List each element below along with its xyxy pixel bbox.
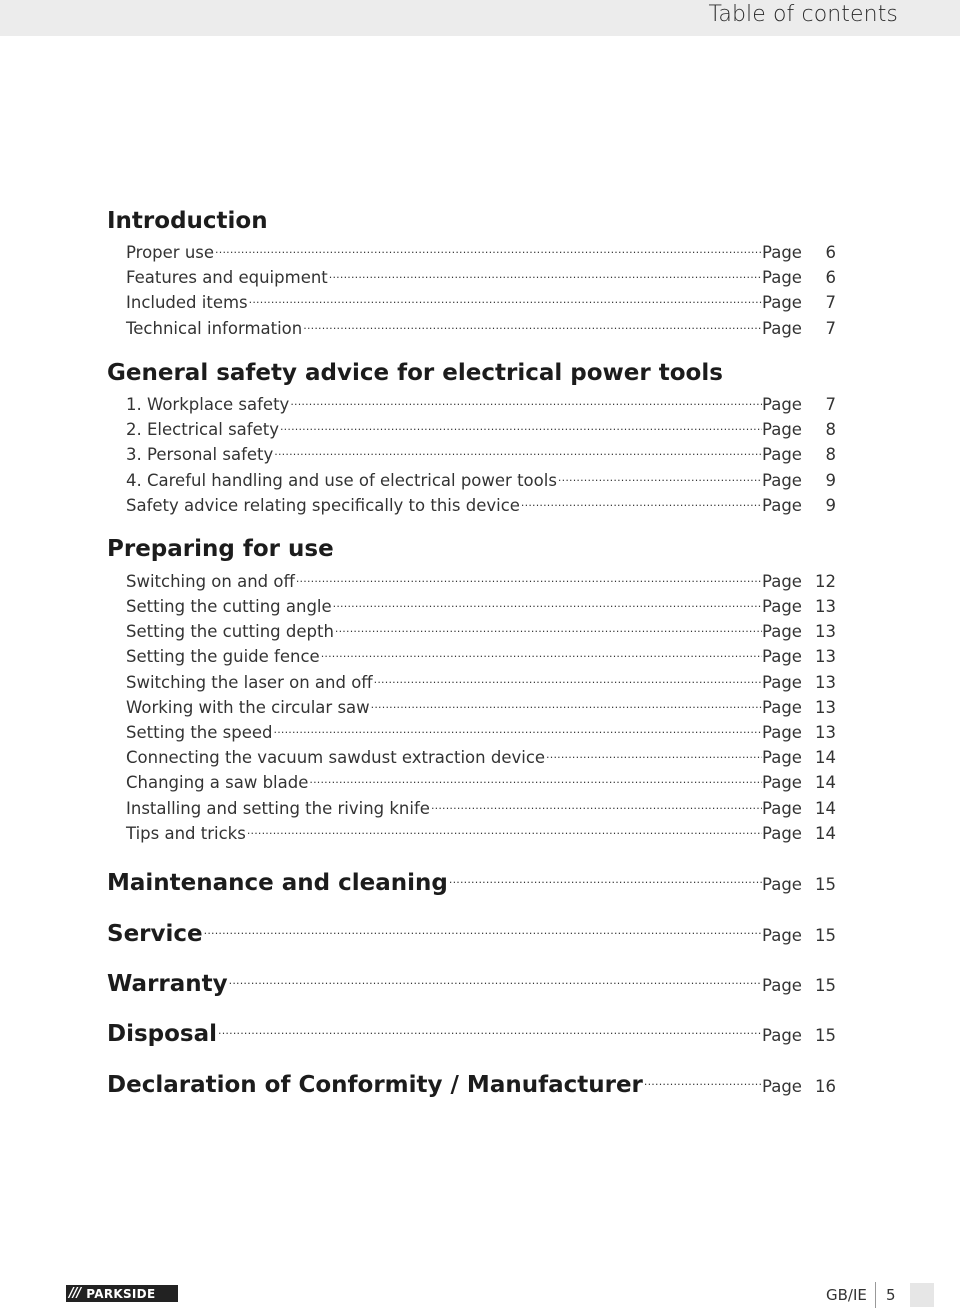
dot-leader bbox=[228, 963, 762, 991]
dot-leader bbox=[370, 691, 762, 713]
toc-page-word: Page bbox=[762, 445, 802, 464]
dot-leader bbox=[557, 464, 762, 486]
section-heading-introduction: Introduction bbox=[107, 208, 268, 234]
toc-page-word: Page bbox=[762, 748, 802, 767]
dot-leader bbox=[214, 236, 762, 258]
toc-page-word: Page bbox=[762, 673, 802, 692]
dot-leader bbox=[203, 913, 762, 941]
toc-page-word: Page bbox=[762, 976, 802, 995]
toc-page-number: 16 bbox=[815, 1077, 836, 1096]
toc-page-number: 14 bbox=[815, 748, 836, 767]
toc-page-word: Page bbox=[762, 1026, 802, 1045]
toc-entry-label: Switching the laser on and off bbox=[126, 673, 373, 692]
toc-entry[interactable] bbox=[126, 388, 836, 414]
dot-leader bbox=[334, 615, 762, 637]
toc-page-number: 15 bbox=[815, 875, 836, 894]
toc-entry[interactable] bbox=[126, 691, 836, 717]
toc-page-number: 13 bbox=[815, 698, 836, 717]
footer-page-number: 5 bbox=[886, 1286, 896, 1304]
toc-page-number: 13 bbox=[815, 647, 836, 666]
toc-section-service[interactable] bbox=[107, 913, 836, 947]
toc-page-number: 13 bbox=[815, 673, 836, 692]
toc-page-number: 14 bbox=[815, 773, 836, 792]
dot-leader bbox=[302, 312, 762, 334]
toc-entry-label: Tips and tricks bbox=[126, 824, 246, 843]
toc-entry[interactable] bbox=[126, 666, 836, 692]
toc-page-word: Page bbox=[762, 698, 802, 717]
toc-entry-label: Working with the circular saw bbox=[126, 698, 370, 717]
dot-leader bbox=[448, 862, 762, 890]
toc-entry-label: 2. Electrical safety bbox=[126, 420, 279, 439]
toc-entry-label: Changing a saw blade bbox=[126, 773, 309, 792]
toc-entry[interactable] bbox=[126, 817, 836, 843]
dot-leader bbox=[289, 388, 762, 410]
toc-page-word: Page bbox=[762, 773, 802, 792]
toc-page-number: 6 bbox=[825, 243, 836, 262]
dot-leader bbox=[545, 741, 762, 763]
toc-entry-label: Setting the speed bbox=[126, 723, 273, 742]
section-heading-safety: General safety advice for electrical power tools bbox=[107, 360, 723, 386]
toc-page-word: Page bbox=[762, 647, 802, 666]
toc-entry[interactable] bbox=[126, 565, 836, 591]
toc-page-number: 14 bbox=[815, 799, 836, 818]
toc-page-word: Page bbox=[762, 293, 802, 312]
toc-page-word: Page bbox=[762, 875, 802, 894]
parkside-logo bbox=[66, 1285, 178, 1302]
footer-divider bbox=[875, 1282, 876, 1308]
toc-section-label: Maintenance and cleaning bbox=[107, 870, 448, 896]
toc-entry[interactable] bbox=[126, 438, 836, 464]
toc-entry-label: Setting the guide fence bbox=[126, 647, 320, 666]
toc-page-word: Page bbox=[762, 471, 802, 490]
dot-leader bbox=[520, 489, 762, 511]
toc-page-word: Page bbox=[762, 1077, 802, 1096]
dot-leader bbox=[246, 817, 762, 839]
toc-page-word: Page bbox=[762, 243, 802, 262]
toc-entry[interactable] bbox=[126, 792, 836, 818]
toc-entry-label: Setting the cutting angle bbox=[126, 597, 332, 616]
toc-entry[interactable] bbox=[126, 640, 836, 666]
toc-entry-label: Proper use bbox=[126, 243, 215, 262]
toc-entry[interactable] bbox=[126, 489, 836, 515]
toc-section-declaration[interactable] bbox=[107, 1064, 836, 1098]
toc-entry-label: 3. Personal safety bbox=[126, 445, 274, 464]
toc-page-number: 7 bbox=[825, 319, 836, 338]
dot-leader bbox=[320, 640, 762, 662]
toc-section-label: Disposal bbox=[107, 1021, 218, 1047]
toc-page-word: Page bbox=[762, 420, 802, 439]
toc-page-number: 13 bbox=[815, 723, 836, 742]
toc-page-word: Page bbox=[762, 319, 802, 338]
dot-leader bbox=[643, 1064, 762, 1092]
toc-page-word: Page bbox=[762, 395, 802, 414]
toc-section-label: Declaration of Conformity / Manufacturer bbox=[107, 1072, 643, 1098]
toc-section-label: Warranty bbox=[107, 971, 228, 997]
toc-section-warranty[interactable] bbox=[107, 963, 836, 997]
toc-entry-label: Switching on and off bbox=[126, 572, 295, 591]
toc-entry[interactable] bbox=[126, 312, 836, 338]
toc-entry[interactable] bbox=[126, 286, 836, 312]
toc-page-number: 9 bbox=[825, 496, 836, 515]
toc-page-number: 6 bbox=[825, 268, 836, 287]
toc-entry[interactable] bbox=[126, 741, 836, 767]
toc-page-word: Page bbox=[762, 572, 802, 591]
toc-page-word: Page bbox=[762, 824, 802, 843]
toc-page-word: Page bbox=[762, 799, 802, 818]
toc-entry-label: Connecting the vacuum sawdust extraction device bbox=[126, 748, 546, 767]
dot-leader bbox=[328, 261, 762, 283]
toc-page-number: 9 bbox=[825, 471, 836, 490]
toc-page-word: Page bbox=[762, 622, 802, 641]
toc-entry[interactable] bbox=[126, 236, 836, 262]
dot-leader bbox=[217, 1013, 762, 1041]
dot-leader bbox=[279, 413, 762, 435]
dot-leader bbox=[430, 792, 762, 814]
toc-page-number: 7 bbox=[825, 395, 836, 414]
toc-page-number: 13 bbox=[815, 622, 836, 641]
toc-page-word: Page bbox=[762, 926, 802, 945]
toc-entry-label: 1. Workplace safety bbox=[126, 395, 290, 414]
toc-page-word: Page bbox=[762, 268, 802, 287]
toc-entry-label: Technical information bbox=[126, 319, 303, 338]
toc-entry[interactable] bbox=[126, 615, 836, 641]
toc-entry-label: Setting the cutting depth bbox=[126, 622, 334, 641]
toc-entry[interactable] bbox=[126, 464, 836, 490]
toc-entry-label: Safety advice relating specifically to this device bbox=[126, 496, 520, 515]
dot-leader bbox=[373, 666, 762, 688]
dot-leader bbox=[273, 716, 763, 738]
page-title: Table of contents bbox=[708, 2, 898, 27]
toc-page-word: Page bbox=[762, 496, 802, 515]
toc-entry-label: Installing and setting the riving knife bbox=[126, 799, 430, 818]
footer-page-tab bbox=[910, 1283, 934, 1307]
toc-section-disposal[interactable] bbox=[107, 1013, 836, 1047]
logo-text: PARKSIDE bbox=[86, 1286, 156, 1301]
toc-page-number: 7 bbox=[825, 293, 836, 312]
header-bar bbox=[0, 0, 960, 36]
dot-leader bbox=[248, 286, 762, 308]
dot-leader bbox=[332, 590, 762, 612]
toc-page-word: Page bbox=[762, 723, 802, 742]
toc-page-number: 14 bbox=[815, 824, 836, 843]
section-heading-preparing: Preparing for use bbox=[107, 536, 334, 562]
toc-entry[interactable] bbox=[126, 590, 836, 616]
toc-entry[interactable] bbox=[126, 716, 836, 742]
toc-entry[interactable] bbox=[126, 413, 836, 439]
toc-page-number: 15 bbox=[815, 926, 836, 945]
toc-page-number: 8 bbox=[825, 445, 836, 464]
toc-section-label: Service bbox=[107, 921, 203, 947]
toc-entry-label: 4. Careful handling and use of electrical power tools bbox=[126, 471, 557, 490]
dot-leader bbox=[273, 438, 762, 460]
toc-entry-label: Included items bbox=[126, 293, 248, 312]
dot-leader bbox=[295, 565, 762, 587]
toc-page-number: 8 bbox=[825, 420, 836, 439]
toc-section-maintenance[interactable] bbox=[107, 862, 836, 896]
dot-leader bbox=[308, 766, 762, 788]
toc-page-number: 12 bbox=[815, 572, 836, 591]
logo-stripes: /// bbox=[69, 1286, 81, 1301]
toc-page-number: 15 bbox=[815, 976, 836, 995]
toc-entry-label: Features and equipment bbox=[126, 268, 328, 287]
toc-entry[interactable] bbox=[126, 766, 836, 792]
toc-page-word: Page bbox=[762, 597, 802, 616]
toc-entry[interactable] bbox=[126, 261, 836, 287]
footer-region-code: GB/IE bbox=[826, 1286, 867, 1304]
toc-page-number: 15 bbox=[815, 1026, 836, 1045]
toc-page-number: 13 bbox=[815, 597, 836, 616]
